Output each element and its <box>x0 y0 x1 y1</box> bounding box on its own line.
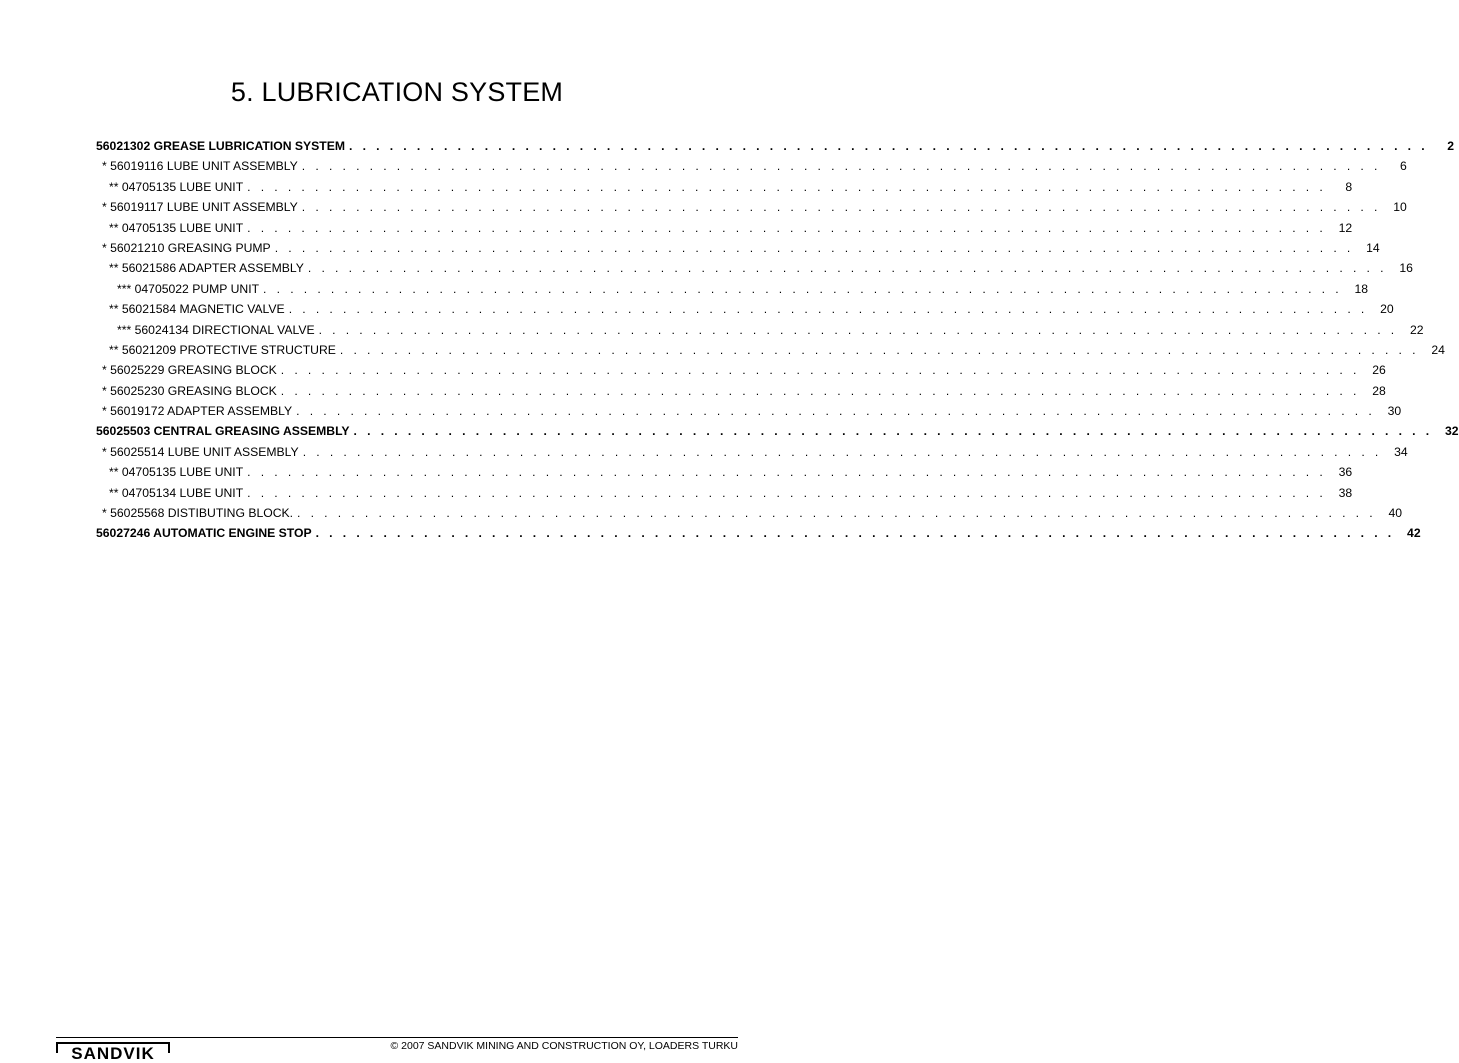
toc-entry[interactable] <box>96 218 1353 238</box>
toc-entry[interactable] <box>96 238 1380 258</box>
toc-entry-page: 26 <box>1372 363 1386 378</box>
toc-entry[interactable] <box>96 483 1353 503</box>
toc-entry[interactable] <box>96 156 1407 176</box>
toc-entry[interactable] <box>96 136 1455 156</box>
toc-entry-label: * 56025568 DISTIBUTING BLOCK. <box>102 506 294 521</box>
toc-entry-label: * 56025229 GREASING BLOCK <box>102 363 277 378</box>
toc-entry-label: * 56019117 LUBE UNIT ASSEMBLY <box>102 200 298 215</box>
dot-leader: . . . . . . . . . . . . . . . . . . . . . . . . . . . . . . . . . . . . . . . . . . . . . . . . . . . . . . . . . . . . . . . . . . . . . . . . . . . . . . . . <box>297 506 1377 521</box>
dot-leader: . . . . . . . . . . . . . . . . . . . . . . . . . . . . . . . . . . . . . . . . . . . . . . . . . . . . . . . . . . . . . . . . . . . . . . . . . . . . . . . . <box>280 363 1360 378</box>
toc-entry-page: 22 <box>1410 322 1424 337</box>
toc-entry-page: 6 <box>1400 159 1407 174</box>
toc-entry[interactable] <box>96 197 1407 217</box>
toc-entry-label: * 56025514 LUBE UNIT ASSEMBLY <box>102 444 299 459</box>
toc-entry-label: *** 04705022 PUMP UNIT <box>117 281 260 296</box>
dot-leader: . . . . . . . . . . . . . . . . . . . . . . . . . . . . . . . . . . . . . . . . . . . . . . . . . . . . . . . . . . . . . . . . . . . . . . . . . . . . . . . . <box>247 465 1327 480</box>
toc-entry-label: ** 04705134 LUBE UNIT <box>109 485 244 500</box>
sandvik-logo <box>56 1042 170 1063</box>
toc-entry-page: 2 <box>1447 139 1455 153</box>
toc-entry[interactable] <box>96 381 1386 401</box>
dot-leader: . . . . . . . . . . . . . . . . . . . . . . . . . . . . . . . . . . . . . . . . . . . . . . . . . . . . . . . . . . . . . . . . . . . . . . . . . . . . . . . . <box>349 139 1429 153</box>
toc-entry-label: ** 56021586 ADAPTER ASSEMBLY <box>109 261 304 276</box>
dot-leader: . . . . . . . . . . . . . . . . . . . . . . . . . . . . . . . . . . . . . . . . . . . . . . . . . . . . . . . . . . . . . . . . . . . . . . . . . . . . . . . . <box>307 261 1387 276</box>
table-of-contents <box>96 136 1459 544</box>
toc-entry-page: 24 <box>1431 342 1445 357</box>
dot-leader: . . . . . . . . . . . . . . . . . . . . . . . . . . . . . . . . . . . . . . . . . . . . . . . . . . . . . . . . . . . . . . . . . . . . . . . . . . . . . . . . <box>288 302 1368 317</box>
toc-entry[interactable] <box>96 401 1402 421</box>
dot-leader: . . . . . . . . . . . . . . . . . . . . . . . . . . . . . . . . . . . . . . . . . . . . . . . . . . . . . . . . . . . . . . . . . . . . . . . . . . . . . . . . <box>339 342 1419 357</box>
dot-leader: . . . . . . . . . . . . . . . . . . . . . . . . . . . . . . . . . . . . . . . . . . . . . . . . . . . . . . . . . . . . . . . . . . . . . . . . . . . . . . . . <box>353 424 1433 439</box>
toc-entry-label: 56025503 CENTRAL GREASING ASSEMBLY <box>96 424 350 439</box>
toc-entry-page: 32 <box>1444 424 1459 439</box>
dot-leader: . . . . . . . . . . . . . . . . . . . . . . . . . . . . . . . . . . . . . . . . . . . . . . . . . . . . . . . . . . . . . . . . . . . . . . . . . . . . . . . . <box>247 485 1327 500</box>
dot-leader: . . . . . . . . . . . . . . . . . . . . . . . . . . . . . . . . . . . . . . . . . . . . . . . . . . . . . . . . . . . . . . . . . . . . . . . . . . . . . . . . <box>301 159 1381 174</box>
dot-leader: . . . . . . . . . . . . . . . . . . . . . . . . . . . . . . . . . . . . . . . . . . . . . . . . . . . . . . . . . . . . . . . . . . . . . . . . . . . . . . . . <box>318 322 1398 337</box>
toc-entry-page: 10 <box>1393 200 1407 215</box>
toc-entry-page: 42 <box>1407 526 1421 541</box>
dot-leader: . . . . . . . . . . . . . . . . . . . . . . . . . . . . . . . . . . . . . . . . . . . . . . . . . . . . . . . . . . . . . . . . . . . . . . . . . . . . . . . . <box>301 200 1381 215</box>
toc-entry-page: 20 <box>1380 302 1394 317</box>
toc-entry-label: * 56019116 LUBE UNIT ASSEMBLY <box>102 159 298 174</box>
toc-entry-page: 30 <box>1387 404 1402 419</box>
toc-entry-label: ** 56021209 PROTECTIVE STRUCTURE <box>109 342 336 357</box>
toc-entry-label: * 56019172 ADAPTER ASSEMBLY <box>102 404 293 419</box>
toc-entry[interactable] <box>96 503 1403 523</box>
toc-entry[interactable] <box>96 258 1413 278</box>
copyright-notice: © 2007 SANDVIK MINING AND CONSTRUCTION OY, LOADERS TURKU <box>390 1040 738 1052</box>
toc-entry-label: * 56021210 GREASING PUMP <box>102 240 271 255</box>
dot-leader: . . . . . . . . . . . . . . . . . . . . . . . . . . . . . . . . . . . . . . . . . . . . . . . . . . . . . . . . . . . . . . . . . . . . . . . . . . . . . . . . <box>315 526 1395 541</box>
dot-leader: . . . . . . . . . . . . . . . . . . . . . . . . . . . . . . . . . . . . . . . . . . . . . . . . . . . . . . . . . . . . . . . . . . . . . . . . . . . . . . . . <box>302 444 1382 459</box>
toc-entry-page: 16 <box>1399 261 1413 276</box>
toc-entry-page: 40 <box>1388 506 1403 521</box>
toc-entry-label: ** 04705135 LUBE UNIT <box>109 220 244 235</box>
toc-entry[interactable] <box>96 279 1369 299</box>
toc-entry-page: 28 <box>1372 383 1386 398</box>
toc-entry[interactable] <box>96 299 1394 319</box>
toc-entry[interactable] <box>96 320 1424 340</box>
toc-entry[interactable] <box>96 177 1353 197</box>
dot-leader: . . . . . . . . . . . . . . . . . . . . . . . . . . . . . . . . . . . . . . . . . . . . . . . . . . . . . . . . . . . . . . . . . . . . . . . . . . . . . . . . <box>247 220 1327 235</box>
toc-entry-page: 12 <box>1338 220 1353 235</box>
toc-entry-label: ** 04705135 LUBE UNIT <box>109 465 244 480</box>
toc-entry[interactable] <box>96 442 1408 462</box>
toc-entry-page: 36 <box>1338 465 1353 480</box>
logo-text: SANDVIK <box>71 1044 155 1063</box>
toc-entry-page: 34 <box>1394 444 1408 459</box>
toc-entry-page: 14 <box>1366 240 1380 255</box>
dot-leader: . . . . . . . . . . . . . . . . . . . . . . . . . . . . . . . . . . . . . . . . . . . . . . . . . . . . . . . . . . . . . . . . . . . . . . . . . . . . . . . . <box>296 404 1376 419</box>
page-title: 5. LUBRICATION SYSTEM <box>230 77 564 107</box>
toc-entry-label: 56021302 GREASE LUBRICATION SYSTEM <box>96 139 346 153</box>
dot-leader: . . . . . . . . . . . . . . . . . . . . . . . . . . . . . . . . . . . . . . . . . . . . . . . . . . . . . . . . . . . . . . . . . . . . . . . . . . . . . . . . <box>247 179 1327 194</box>
dot-leader: . . . . . . . . . . . . . . . . . . . . . . . . . . . . . . . . . . . . . . . . . . . . . . . . . . . . . . . . . . . . . . . . . . . . . . . . . . . . . . . . <box>280 383 1360 398</box>
toc-entry-page: 8 <box>1345 179 1353 194</box>
toc-entry-page: 18 <box>1354 281 1369 296</box>
toc-entry-label: 56027246 AUTOMATIC ENGINE STOP <box>96 526 312 541</box>
toc-entry[interactable] <box>96 462 1353 482</box>
toc-entry-label: ** 04705135 LUBE UNIT <box>109 179 244 194</box>
dot-leader: . . . . . . . . . . . . . . . . . . . . . . . . . . . . . . . . . . . . . . . . . . . . . . . . . . . . . . . . . . . . . . . . . . . . . . . . . . . . . . . . <box>263 281 1343 296</box>
toc-entry-label: * 56025230 GREASING BLOCK <box>102 383 277 398</box>
dot-leader: . . . . . . . . . . . . . . . . . . . . . . . . . . . . . . . . . . . . . . . . . . . . . . . . . . . . . . . . . . . . . . . . . . . . . . . . . . . . . . . . <box>274 240 1354 255</box>
footer-divider <box>56 1037 738 1038</box>
toc-entry-page: 38 <box>1338 485 1353 500</box>
toc-entry-label: *** 56024134 DIRECTIONAL VALVE <box>117 322 315 337</box>
toc-entry[interactable] <box>96 340 1445 360</box>
toc-entry-label: ** 56021584 MAGNETIC VALVE <box>109 302 285 317</box>
toc-entry[interactable] <box>96 421 1459 441</box>
toc-entry[interactable] <box>96 523 1421 543</box>
toc-entry[interactable] <box>96 360 1386 380</box>
